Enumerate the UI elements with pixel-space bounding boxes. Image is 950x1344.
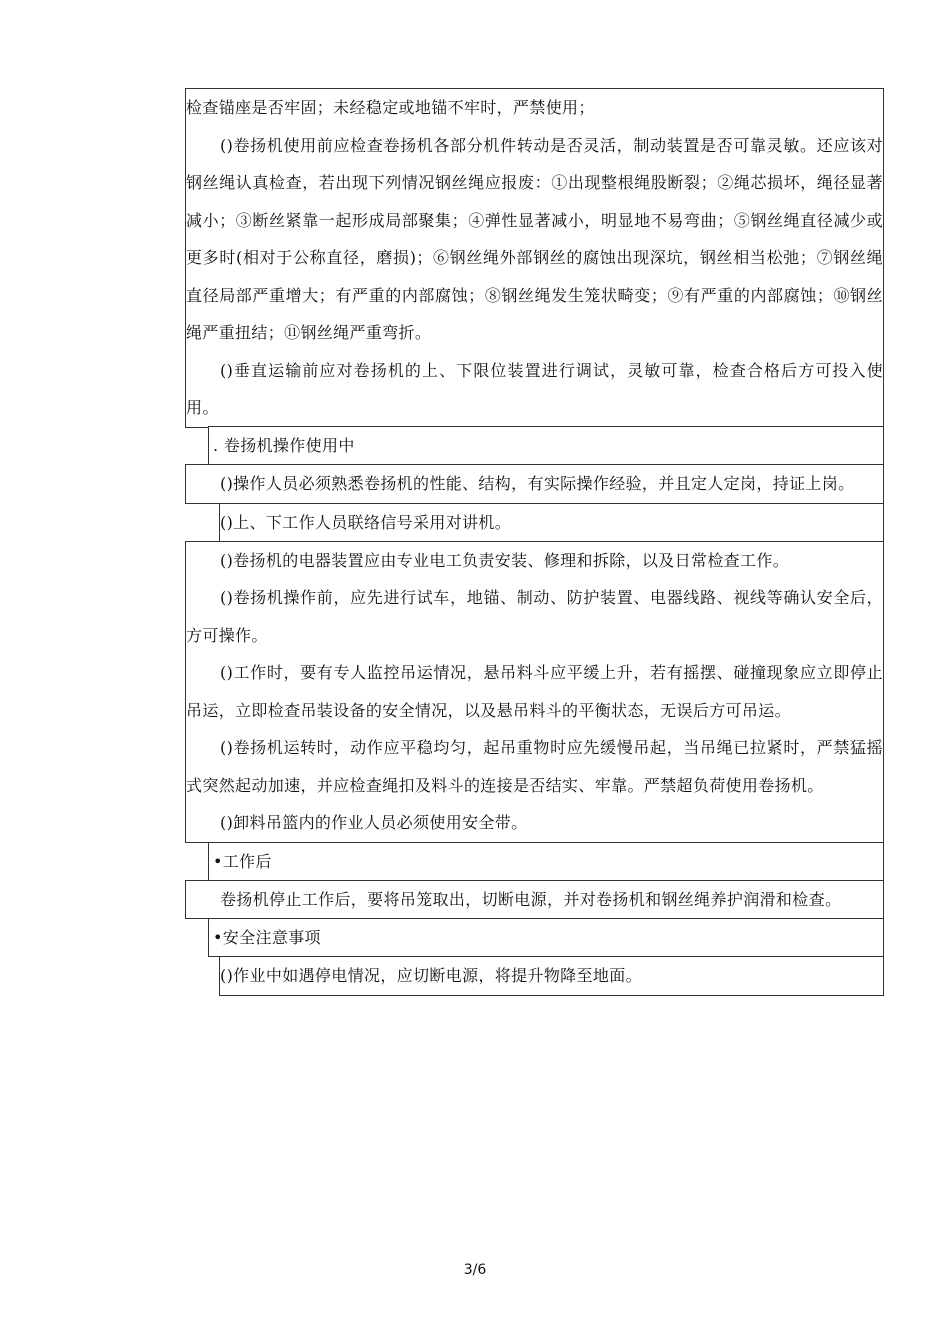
block-operation	[185, 541, 884, 843]
heading-text: •工作后	[213, 851, 272, 871]
section-heading	[208, 842, 884, 882]
block-operator	[185, 464, 884, 504]
heading-text: . 卷扬机操作使用中	[213, 436, 355, 456]
block-power-failure	[219, 956, 884, 996]
paragraph: ()卸料吊篮内的作业人员必须使用安全带。	[220, 813, 528, 833]
section-heading	[208, 426, 884, 466]
paragraph: ()卷扬机使用前应检查卷扬机各部分机件转动是否灵活，制动装置是否可靠灵敏。还应该对钢丝绳认真检查，若出现下列情况钢丝绳应报废：①出现整根绳股断裂；②绳芯损坏，绳径显著减小；③断丝紧靠一起形成局部聚集；④弹性显著减小，明显地不易弯曲；⑤钢丝绳直径减少或更多时(相对于公称直径，磨损)；⑥钢丝绳外部钢丝的腐蚀出现深坑，钢丝相当松弛；⑦钢丝绳直径局部严重增大；有严重的内部腐蚀；⑧钢丝绳发生笼状畸变；⑨有严重的内部腐蚀；⑩钢丝绳严重扭结；⑪钢丝绳严重弯折。	[186, 135, 883, 342]
paragraph: ()卷扬机的电器装置应由专业电工负责安装、修理和拆除，以及日常检查工作。	[220, 550, 790, 570]
paragraph: ()卷扬机运转时，动作应平稳均匀，起吊重物时应先缓慢吊起，当吊绳已拉紧时，严禁猛摇式突然起动加速，并应检查绳扣及料斗的连接是否结实、牢靠。严禁超负荷使用卷扬机。	[186, 738, 883, 795]
paragraph: ()卷扬机操作前，应先进行试车，地锚、制动、防护装置、电器线路、视线等确认安全后，方可操作。	[186, 588, 883, 645]
paragraph: 卷扬机停止工作后，要将吊笼取出，切断电源，并对卷扬机和钢丝绳养护润滑和检查。	[220, 889, 842, 909]
section-heading	[208, 918, 884, 958]
paragraph: 检查锚座是否牢固；未经稳定或地锚不牢时，严禁使用；	[186, 98, 595, 117]
paragraph: ()上、下工作人员联络信号采用对讲机。	[220, 512, 512, 532]
block-signal	[219, 503, 884, 543]
block-inspection	[185, 88, 884, 428]
block-after-work	[185, 880, 884, 920]
heading-text: •安全注意事项	[213, 927, 321, 947]
paragraph: ()工作时，要有专人监控吊运情况，悬吊料斗应平缓上升，若有摇摆、碰撞现象应立即停止吊运，立即检查吊装设备的安全情况，以及悬吊料斗的平衡状态，无误后方可吊运。	[186, 663, 883, 720]
paragraph: ()操作人员必须熟悉卷扬机的性能、结构，有实际操作经验，并且定人定岗，持证上岗。	[220, 474, 855, 494]
page-number: 3/6	[463, 1262, 487, 1278]
paragraph: ()作业中如遇停电情况，应切断电源，将提升物降至地面。	[220, 966, 642, 986]
document-body	[185, 88, 884, 996]
paragraph: ()垂直运输前应对卷扬机的上、下限位装置进行调试，灵敏可靠，检查合格后方可投入使用。	[186, 360, 883, 417]
